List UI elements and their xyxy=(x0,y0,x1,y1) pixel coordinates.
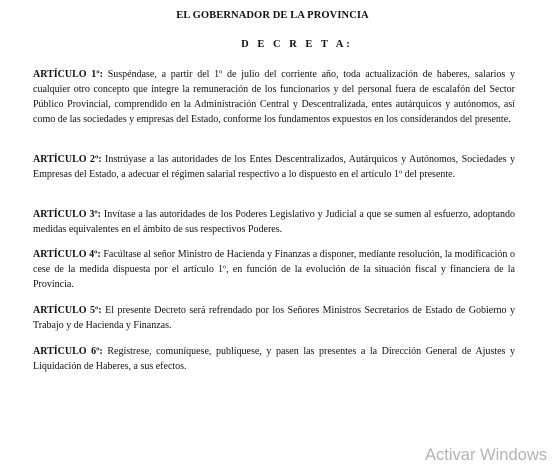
article-1-text: Suspéndase, a partir del 1º de julio del corriente año, toda actualización de haberes, salarios y cualquier otro concepto que integre la remuneración de los funcionarios y del personal fuera de escalafón del Sector Público Provincial, comprendido en la Administración Central y Descentralizada, entes autárquicos y autónomos, así como de las sociedades y empresas del Estado, conforme los fundamentos expuestos en los considerandos del presente. xyxy=(33,69,516,125)
article-6 xyxy=(33,344,515,374)
article-6-label: ARTÍCULO 6º: xyxy=(33,346,103,357)
article-1 xyxy=(33,67,515,127)
article-6-text: Regístrese, comuníquese, publíquese, y pasen las presentes a la Dirección General de Ajustes y Liquidación de Haberes, a sus efectos. xyxy=(33,346,515,372)
document-title: EL GOBERNADOR DE LA PROVINCIA xyxy=(176,10,369,21)
article-5 xyxy=(33,303,515,333)
article-5-label: ARTÍCULO 5º: xyxy=(33,305,102,316)
decreta-heading: D E C R E T A: xyxy=(241,39,353,50)
article-2-label: ARTÍCULO 2º: xyxy=(33,154,102,165)
article-2-text: Instrúyase a las autoridades de los Entes Descentralizados, Autárquicos y Autónomos, Sociedades y Empresas del Estado, a adecuar el régimen salarial respectivo a lo dispuesto en el artículo 1º del presente. xyxy=(33,154,515,180)
article-1-label: ARTÍCULO 1º: xyxy=(33,69,103,80)
article-4 xyxy=(33,247,515,292)
article-5-text: El presente Decreto será refrendado por los Señores Ministros Secretarios de Estado de Gobierno y Trabajo y de Hacienda y Finanzas. xyxy=(33,305,516,331)
article-4-label: ARTÍCULO 4º: xyxy=(33,249,101,260)
article-4-text: Facúltase al señor Ministro de Hacienda y Finanzas a disponer, mediante resolución, la modificación o cese de la medida dispuesta por el artículo 1º, en función de la evolución de la situación fiscal y financiera de la Provincia. xyxy=(33,249,515,290)
article-3-text: Invítase a las autoridades de los Poderes Legislativo y Judicial a que se sumen al esfuerzo, adoptando medidas equivalentes en el ámbito de sus respectivos Poderes. xyxy=(33,209,515,235)
activate-windows-watermark: Activar Windows xyxy=(425,446,547,464)
article-3 xyxy=(33,207,515,237)
article-3-label: ARTÍCULO 3º: xyxy=(33,209,102,220)
article-2 xyxy=(33,152,515,182)
